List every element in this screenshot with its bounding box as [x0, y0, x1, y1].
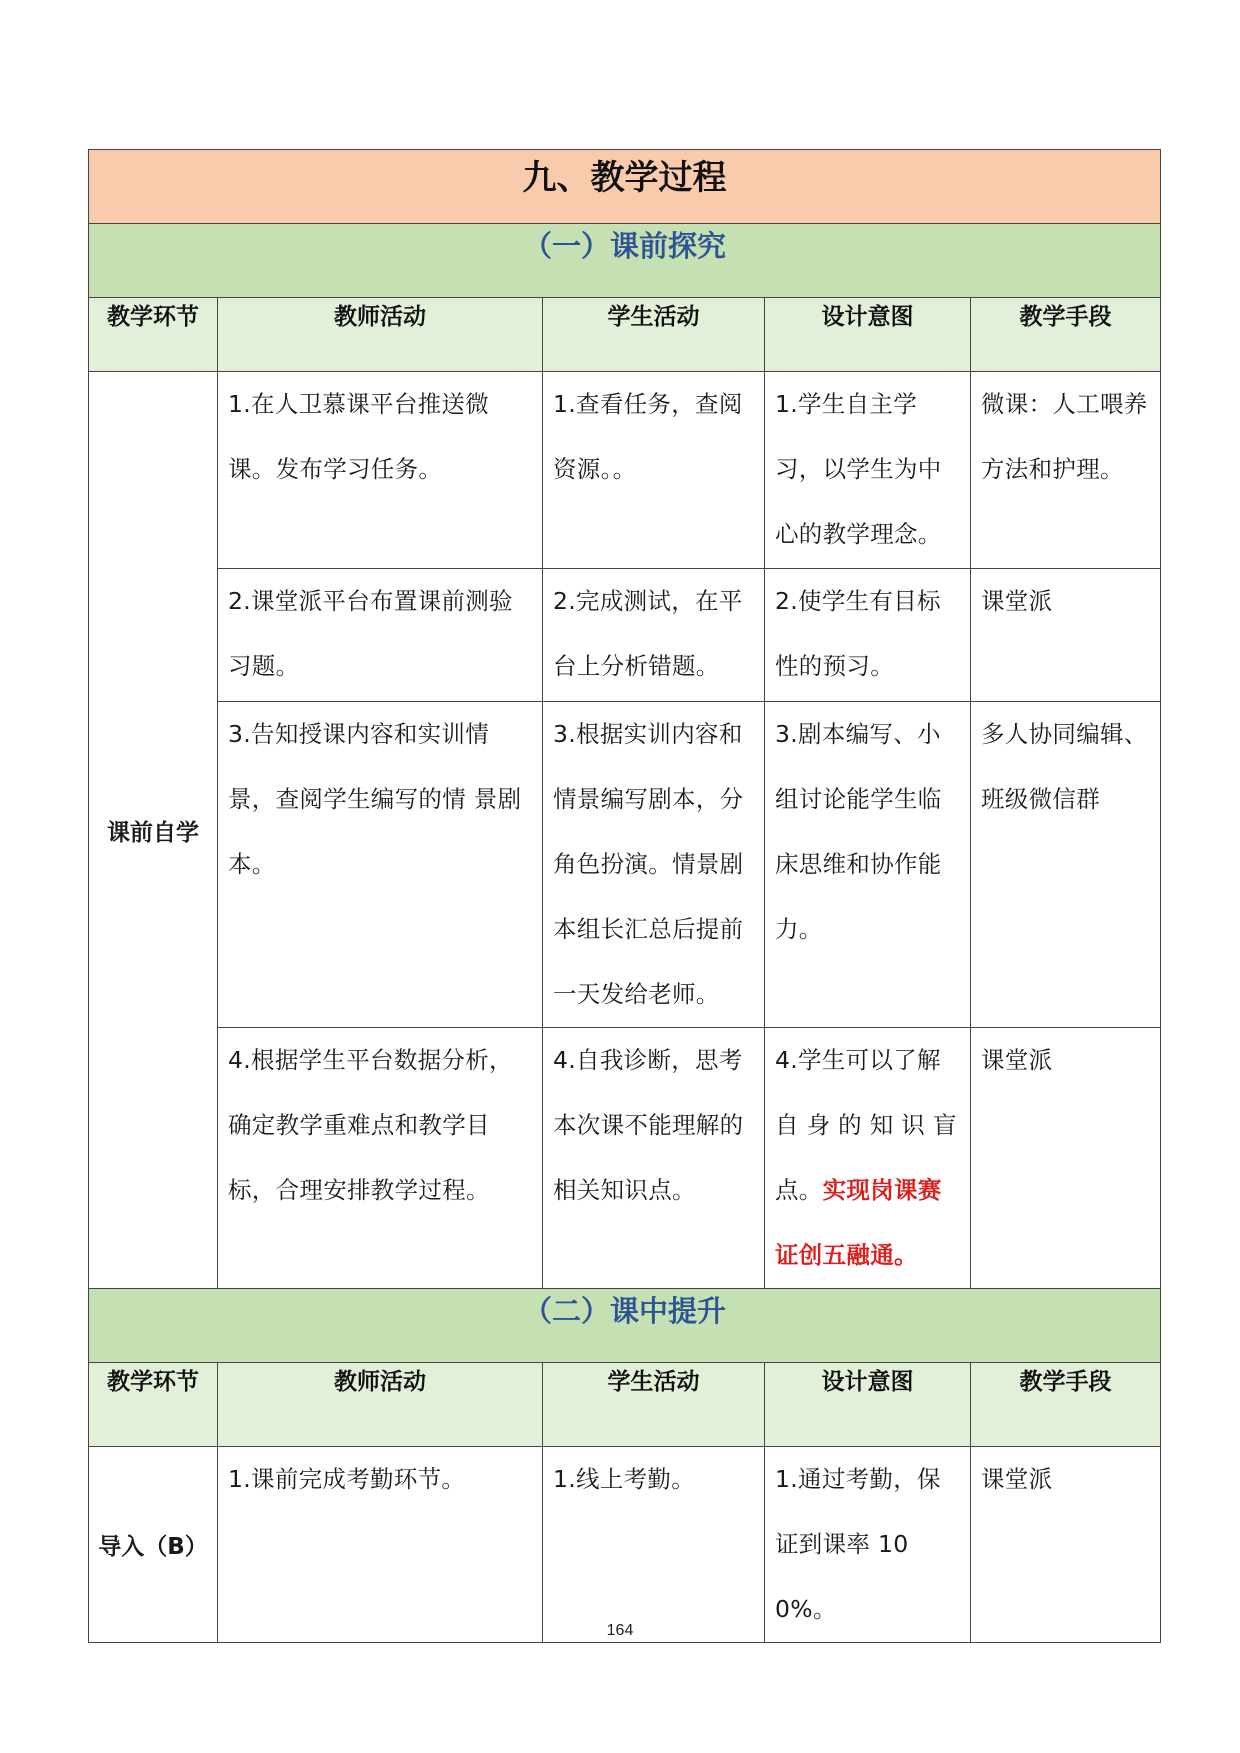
highlight-text: 实现岗课赛证创五融通。: [775, 1176, 942, 1269]
teacher-activity-cell: [218, 569, 543, 702]
student-activity-cell: [543, 1447, 765, 1643]
teacher-activity: 2.课堂派平台布置课前测验习题。: [228, 587, 513, 680]
teacher-activity: 3.告知授课内容和实训情景，查阅学生编写的情 景剧本。: [228, 720, 522, 878]
design-intent-cell: [765, 1447, 971, 1643]
section-2-header-row: [89, 1363, 1161, 1447]
design-intent-cell: [765, 702, 971, 1028]
table-row: [89, 1447, 1161, 1643]
teaching-means: 课堂派: [981, 1465, 1053, 1493]
column-header: 学生活动: [543, 298, 765, 372]
design-intent: 2.使学生有目标性的预习。: [775, 587, 941, 680]
design-intent: 3.剧本编写、小组讨论能学生临床思维和协作能力。: [775, 720, 942, 943]
section-1-heading: （一）课前探究: [89, 224, 1161, 298]
column-header: 教学环节: [89, 1363, 218, 1447]
teacher-activity: 4.根据学生平台数据分析，确定教学重难点和教学目标，合理安排教学过程。: [228, 1046, 513, 1204]
student-activity-cell: [543, 372, 765, 569]
teaching-process-table: [88, 149, 1161, 1643]
stage-cell: 导入（B）: [89, 1447, 218, 1643]
student-activity-cell: [543, 569, 765, 702]
student-activity-cell: [543, 1028, 765, 1289]
table-row: [89, 1028, 1161, 1289]
column-header: 教学环节: [89, 298, 218, 372]
table-row: [89, 372, 1161, 569]
teacher-activity-cell: [218, 1447, 543, 1643]
teacher-activity-cell: [218, 702, 543, 1028]
column-header: 学生活动: [543, 1363, 765, 1447]
table-row: [89, 702, 1161, 1028]
teaching-means: 多人协同编辑、班级微信群: [981, 720, 1148, 813]
table-row: [89, 569, 1161, 702]
teacher-activity-cell: [218, 372, 543, 569]
student-activity-cell: [543, 702, 765, 1028]
student-activity: 1.线上考勤。: [553, 1465, 696, 1493]
teaching-means: 课堂派: [981, 1046, 1053, 1074]
column-header: 设计意图: [765, 298, 971, 372]
design-intent-cell: [765, 569, 971, 702]
student-activity: 1.查看任务，查阅资源。。: [553, 390, 743, 483]
teacher-activity-cell: [218, 1028, 543, 1289]
section-2-heading: （二）课中提升: [89, 1289, 1161, 1363]
title-row: [89, 150, 1161, 224]
teaching-means-cell: [971, 1028, 1161, 1289]
teacher-activity: 1.课前完成考勤环节。: [228, 1465, 466, 1493]
column-header: 设计意图: [765, 1363, 971, 1447]
teaching-means-cell: [971, 702, 1161, 1028]
design-intent: 1.通过考勤，保证到课率 100%。: [775, 1465, 941, 1623]
teaching-means-cell: [971, 1447, 1161, 1643]
column-header: 教学手段: [971, 1363, 1161, 1447]
teaching-means: 课堂派: [981, 587, 1053, 615]
page-number: 164: [606, 1622, 634, 1639]
teacher-activity: 1.在人卫慕课平台推送微课。发布学习任务。: [228, 390, 490, 483]
design-intent-cell: [765, 1028, 971, 1289]
teaching-means-cell: [971, 372, 1161, 569]
section-1-header-row: [89, 298, 1161, 372]
teaching-means-cell: [971, 569, 1161, 702]
student-activity: 4.自我诊断，思考本次课不能理解的相关知识点。: [553, 1046, 744, 1204]
design-intent: [765, 1028, 970, 1288]
design-intent-cell: [765, 372, 971, 569]
design-intent-text: 4.学生可以了解自 身 的 知 识 盲点。: [775, 1046, 957, 1204]
student-activity: 2.完成测试，在平台上分析错题。: [553, 587, 743, 680]
student-activity: 3.根据实训内容和情景编写剧本，分角色扮演。情景剧本组长汇总后提前一天发给老师。: [553, 720, 744, 1008]
teaching-means: 微课：人工喂养方法和护理。: [981, 390, 1148, 483]
design-intent: 1.学生自主学习，以学生为中心的教学理念。: [775, 390, 942, 548]
column-header: 教师活动: [218, 298, 543, 372]
column-header: 教师活动: [218, 1363, 543, 1447]
section-1-row: [89, 224, 1161, 298]
section-2-row: [89, 1289, 1161, 1363]
page-title: 九、教学过程: [89, 150, 1161, 224]
stage-cell: 课前自学: [89, 372, 218, 1289]
column-header: 教学手段: [971, 298, 1161, 372]
